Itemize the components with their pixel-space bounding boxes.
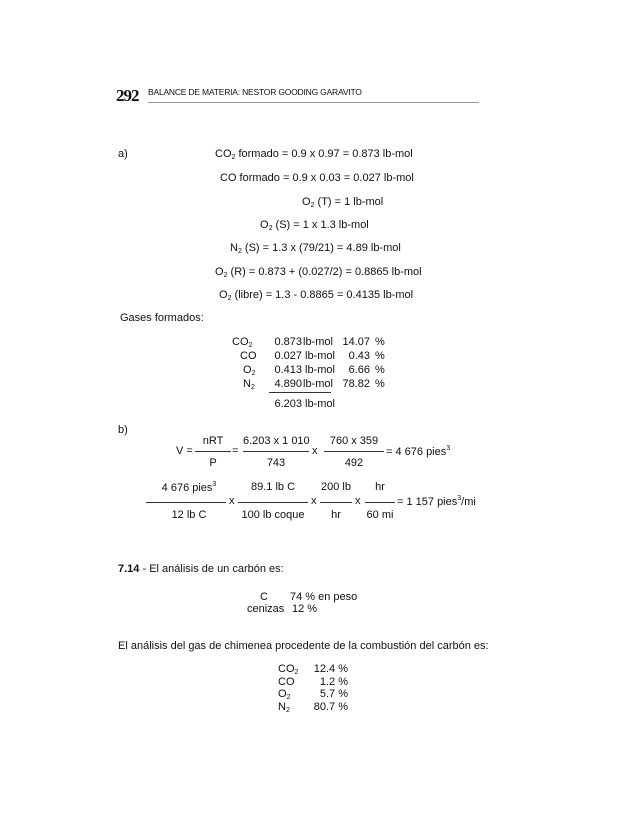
coal-component: cenizas (247, 603, 285, 615)
fraction-denominator: 12 lb C (171, 509, 207, 521)
table-row: $O_2$ (278, 688, 291, 701)
fraction-numerator: 89.1 lb C (250, 481, 296, 493)
percent-sign: % (375, 336, 385, 348)
table-row: $CO_2$ (232, 336, 253, 349)
fraction-denominator: 60 mi (366, 509, 394, 521)
part-a-label: a) (118, 148, 128, 160)
times-sign: x (229, 495, 235, 507)
equals-sign: = (232, 445, 239, 457)
gas-value: 4.890 (274, 378, 302, 390)
flue-gas-intro: El análisis del gas de chimenea procedente de la combustión del carbón es: (118, 640, 489, 652)
gas-unit: lb-mol (305, 350, 335, 362)
sum-rule (269, 392, 331, 393)
gas-unit: lb-mol (305, 364, 335, 376)
fraction-denominator: P (209, 457, 217, 469)
gas-value: 0.027 (274, 350, 302, 362)
flue-value: 5.7 % (319, 688, 348, 700)
times-sign: x (311, 495, 317, 507)
coal-component: C (260, 591, 268, 603)
fraction-denominator: 743 (266, 457, 286, 469)
fraction-numerator: 4 676 pies$^3$ (161, 481, 217, 494)
flue-value: 80.7 % (313, 701, 348, 713)
fraction-numerator: 6.203 x 1 010 (243, 435, 310, 447)
flue-value: 12.4 % (313, 663, 348, 675)
fraction-denominator: 492 (344, 457, 364, 469)
table-row: $N_2$ (278, 701, 290, 714)
gas-value: 0.873 (274, 336, 302, 348)
fraction-numerator: 760 x 359 (329, 435, 379, 447)
eq-o2-r: $O_2$ (R) = 0.873 + (0.027/2) = 0.8865 lb-mol (215, 266, 422, 279)
running-title: BALANCE DE MATERIA: NESTOR GOODING GARAVITO (148, 87, 362, 97)
eq-o2-libre: $O_2$ (libre) = 1.3 - 0.8865 = 0.4135 lb-mol (219, 289, 414, 302)
table-row: CO (278, 676, 295, 688)
table-row: $N_2$ (243, 378, 255, 391)
total-unit: lb-mol (305, 398, 335, 410)
gas-unit: lb-mol (303, 336, 333, 348)
eq-co-formado: CO formado = 0.9 x 0.03 = 0.027 lb-mol (220, 172, 414, 184)
fraction-bar (365, 502, 395, 503)
gas-value: 0.413 (274, 364, 302, 376)
percent-sign: % (375, 378, 385, 390)
gas-percent: 78.82 (342, 378, 370, 390)
eq-co2-formado: $CO_2$ formado = 0.9 x 0.97 = 0.873 lb-mol (215, 148, 413, 161)
eq-n2-s: $N_2$ (S) = 1.3 x (79/21) = 4.89 lb-mol (230, 242, 401, 255)
part-b-label: b) (118, 424, 128, 436)
times-sign: x (312, 445, 318, 457)
fraction-bar (320, 502, 352, 503)
fraction-bar (243, 451, 309, 452)
fraction-bar (238, 502, 308, 503)
eq-o2-t: $O_2$ (T) = 1 lb-mol (302, 196, 384, 209)
problem-statement: 7.14 - El análisis de un carbón es: (118, 563, 284, 575)
times-sign: x (355, 495, 361, 507)
eq-o2-s: $O_2$ (S) = 1 x 1.3 lb-mol (260, 219, 369, 232)
coal-value: 74 % en peso (290, 591, 358, 603)
fraction-numerator: hr (375, 481, 385, 493)
fraction-bar (195, 451, 231, 452)
gas-unit: lb-mol (303, 378, 333, 390)
gases-formados-label: Gases formados: (120, 312, 204, 324)
table-row: CO (240, 350, 257, 362)
table-row: $CO_2$ (278, 663, 299, 676)
header-rule (148, 102, 479, 103)
percent-sign: % (375, 364, 385, 376)
fraction-numerator: nRT (202, 435, 224, 447)
table-row: $O_2$ (243, 364, 256, 377)
gas-percent: 6.66 (348, 364, 370, 376)
fraction-denominator: hr (331, 509, 341, 521)
equation-lhs: V = (176, 445, 193, 457)
gas-percent: 14.07 (342, 336, 370, 348)
fraction-bar (146, 502, 226, 503)
page-number: 292 (116, 86, 139, 105)
gas-percent: 0.43 (348, 350, 370, 362)
percent-sign: % (375, 350, 385, 362)
total-value: 6.203 (274, 398, 302, 410)
flue-value: 1.2 % (319, 676, 348, 688)
fraction-bar (324, 451, 384, 452)
fraction-numerator: 200 lb (321, 481, 351, 493)
coal-value: 12 % (292, 603, 318, 615)
rate-result: = 1 157 pies$^3$/mi (397, 495, 476, 508)
volume-result: = 4 676 pies$^3$ (386, 445, 451, 458)
fraction-denominator: 100 lb coque (241, 509, 305, 521)
